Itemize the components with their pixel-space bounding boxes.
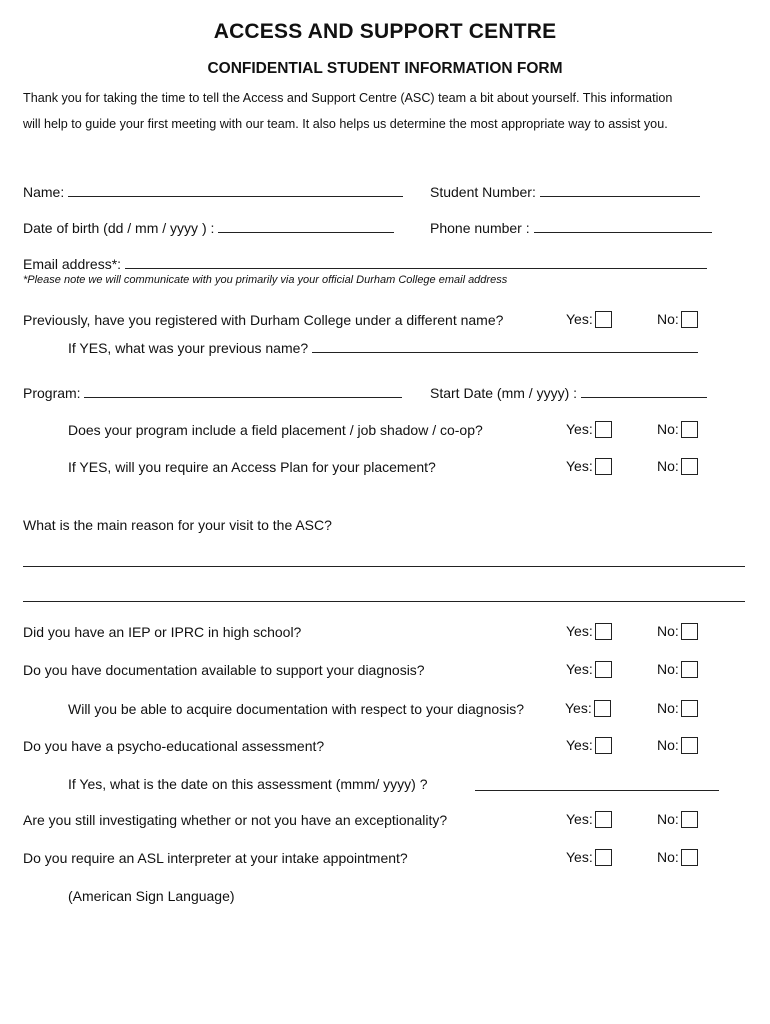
main-reason-line-2[interactable]: [23, 601, 745, 602]
acquire-doc-yes-checkbox[interactable]: [594, 700, 611, 717]
asl-no-checkbox[interactable]: [681, 849, 698, 866]
documentation-no: [657, 661, 698, 678]
no-label: No:: [657, 811, 679, 827]
no-label: No:: [657, 311, 679, 327]
yes-label: Yes:: [566, 811, 593, 827]
email-row: [23, 256, 707, 272]
prev-registered-question: Previously, have you registered with Durham College under a different name?: [23, 312, 504, 328]
asl-yes: [566, 849, 612, 866]
psycho-ed-no-checkbox[interactable]: [681, 737, 698, 754]
yes-label: Yes:: [566, 311, 593, 327]
iep-no-checkbox[interactable]: [681, 623, 698, 640]
placement-yes: [566, 421, 612, 438]
name-label: Name:: [23, 184, 65, 200]
prev-name-row: [68, 340, 698, 356]
placement-question: Does your program include a field placement / job shadow / co-op?: [68, 422, 483, 438]
investigating-no-checkbox[interactable]: [681, 811, 698, 828]
iep-yes-checkbox[interactable]: [595, 623, 612, 640]
program-row: [23, 385, 402, 401]
dob-field[interactable]: [218, 220, 394, 233]
start-date-field[interactable]: [581, 385, 707, 398]
prev-registered-no-checkbox[interactable]: [681, 311, 698, 328]
no-label: No:: [657, 849, 679, 865]
yes-label: Yes:: [566, 849, 593, 865]
name-row: [23, 184, 403, 200]
no-label: No:: [657, 737, 679, 753]
email-note: *Please note we will communicate with you primarily via your official Durham College email address: [23, 274, 508, 286]
name-field[interactable]: [68, 184, 403, 197]
dob-label: Date of birth (dd / mm / yyyy ) :: [23, 220, 215, 236]
prev-registered-yes: [566, 311, 612, 328]
iep-question: Did you have an IEP or IPRC in high school?: [23, 624, 302, 640]
yes-label: Yes:: [566, 623, 593, 639]
documentation-yes: [566, 661, 612, 678]
investigating-question: Are you still investigating whether or not you have an exceptionality?: [23, 812, 448, 828]
psycho-ed-question: Do you have a psycho-educational assessment?: [23, 738, 325, 754]
access-plan-no: [657, 458, 698, 475]
email-field[interactable]: [125, 256, 707, 269]
phone-label: Phone number :: [430, 220, 530, 236]
yes-label: Yes:: [565, 700, 592, 716]
investigating-yes-checkbox[interactable]: [595, 811, 612, 828]
program-field[interactable]: [84, 385, 402, 398]
acquire-doc-question: Will you be able to acquire documentation with respect to your diagnosis?: [68, 701, 525, 717]
no-label: No:: [657, 700, 679, 716]
prev-name-label: If YES, what was your previous name?: [68, 340, 309, 356]
investigating-no: [657, 811, 698, 828]
yes-label: Yes:: [566, 661, 593, 677]
assessment-date-question: If Yes, what is the date on this assessment (mmm/ yyyy) ?: [68, 776, 428, 792]
access-plan-no-checkbox[interactable]: [681, 458, 698, 475]
start-date-label: Start Date (mm / yyyy) :: [430, 385, 578, 401]
asl-yes-checkbox[interactable]: [595, 849, 612, 866]
yes-label: Yes:: [566, 458, 593, 474]
assessment-date-field[interactable]: [475, 790, 719, 791]
prev-name-field[interactable]: [312, 340, 698, 353]
asl-no: [657, 849, 698, 866]
start-date-row: [430, 385, 707, 401]
acquire-doc-no: [657, 700, 698, 717]
yes-label: Yes:: [566, 421, 593, 437]
phone-field[interactable]: [534, 220, 712, 233]
main-reason-line-1[interactable]: [23, 566, 745, 567]
email-label: Email address*:: [23, 256, 122, 272]
documentation-yes-checkbox[interactable]: [595, 661, 612, 678]
prev-registered-yes-checkbox[interactable]: [595, 311, 612, 328]
iep-yes: [566, 623, 612, 640]
investigating-yes: [566, 811, 612, 828]
psycho-ed-no: [657, 737, 698, 754]
student-number-row: [430, 184, 700, 200]
program-label: Program:: [23, 385, 81, 401]
documentation-no-checkbox[interactable]: [681, 661, 698, 678]
no-label: No:: [657, 661, 679, 677]
no-label: No:: [657, 421, 679, 437]
dob-row: [23, 220, 394, 236]
access-plan-yes: [566, 458, 612, 475]
prev-registered-no: [657, 311, 698, 328]
phone-row: [430, 220, 712, 236]
form-subtitle: CONFIDENTIAL STUDENT INFORMATION FORM: [207, 60, 563, 77]
asl-question: Do you require an ASL interpreter at your intake appointment?: [23, 850, 408, 866]
main-reason-question: What is the main reason for your visit to the ASC?: [23, 517, 332, 533]
no-label: No:: [657, 458, 679, 474]
student-number-label: Student Number:: [430, 184, 536, 200]
iep-no: [657, 623, 698, 640]
form-title: ACCESS AND SUPPORT CENTRE: [213, 20, 557, 43]
access-plan-question: If YES, will you require an Access Plan for your placement?: [68, 459, 436, 475]
intro-line-2: will help to guide your first meeting with our team. It also helps us determine the most appropriate way to assist you.: [23, 117, 668, 131]
psycho-ed-yes-checkbox[interactable]: [595, 737, 612, 754]
placement-yes-checkbox[interactable]: [595, 421, 612, 438]
asl-note: (American Sign Language): [68, 888, 235, 904]
no-label: No:: [657, 623, 679, 639]
psycho-ed-yes: [566, 737, 612, 754]
access-plan-yes-checkbox[interactable]: [595, 458, 612, 475]
student-number-field[interactable]: [540, 184, 700, 197]
placement-no: [657, 421, 698, 438]
placement-no-checkbox[interactable]: [681, 421, 698, 438]
acquire-doc-yes: [565, 700, 611, 717]
yes-label: Yes:: [566, 737, 593, 753]
acquire-doc-no-checkbox[interactable]: [681, 700, 698, 717]
intro-line-1: Thank you for taking the time to tell the Access and Support Centre (ASC) team a bit about yourself. This information: [23, 91, 673, 105]
documentation-question: Do you have documentation available to support your diagnosis?: [23, 662, 425, 678]
